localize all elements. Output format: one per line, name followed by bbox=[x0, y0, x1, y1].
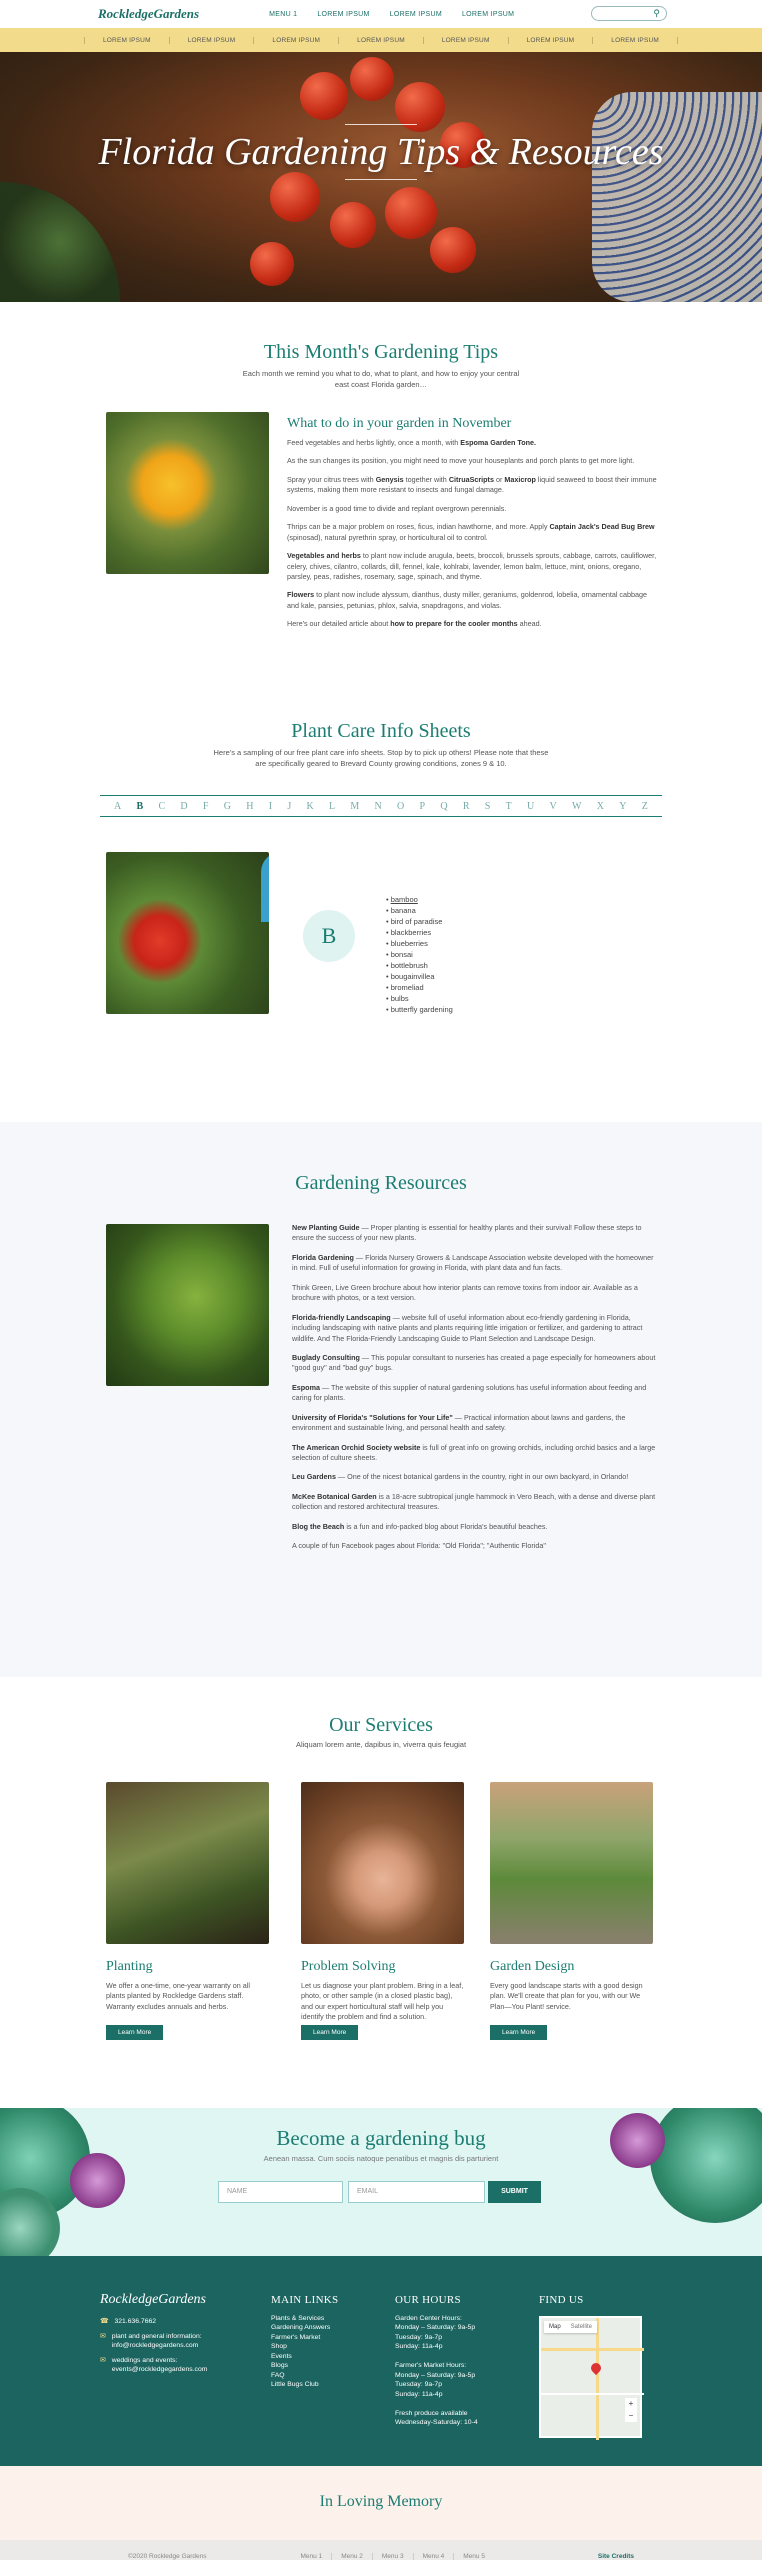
flower-photo bbox=[106, 412, 269, 574]
hours-list bbox=[395, 2314, 478, 2428]
section-subtitle bbox=[0, 369, 762, 391]
map-type-tabs bbox=[544, 2321, 597, 2333]
section-subtitle: Aliquam lorem ante, dapibus in, viverra quis feugiat bbox=[295, 1740, 467, 1749]
bottom-menu-item[interactable]: Menu 5 bbox=[463, 2552, 485, 2560]
letter-filter-c[interactable]: C bbox=[158, 800, 166, 812]
plant-sheet-item[interactable] bbox=[386, 960, 453, 971]
tip-text: Here's our detailed article about bbox=[287, 619, 391, 629]
hours-line: Farmer's Market Hours: bbox=[395, 2362, 467, 2369]
section-title: Plant Care Info Sheets bbox=[291, 720, 471, 742]
contact-label: weddings and events: bbox=[111, 2357, 178, 2364]
footer-logo[interactable]: RockledgeGardens bbox=[100, 2292, 206, 2307]
learn-more-button[interactable]: Learn More bbox=[301, 2025, 358, 2040]
tip-text: (spinosad), natural pyrethrin spray, or horticultural oil to control. bbox=[287, 532, 488, 542]
footer-link[interactable]: Blogs bbox=[271, 2362, 289, 2369]
letter-filter-o[interactable]: O bbox=[397, 800, 405, 812]
service-title: Planting bbox=[106, 1959, 153, 1974]
plant-sheet-item[interactable] bbox=[386, 905, 453, 916]
footer-link[interactable]: Gardening Answers bbox=[271, 2324, 331, 2331]
plant-sheet-item[interactable] bbox=[386, 982, 453, 993]
nav-item-menu-1[interactable]: MENU 1 bbox=[269, 10, 298, 18]
resource-item bbox=[292, 1541, 658, 1551]
resource-item bbox=[292, 1443, 658, 1464]
footer-link[interactable]: Farmer's Market bbox=[271, 2333, 321, 2341]
email-link[interactable]: info@rockledgegardens.com bbox=[111, 2342, 199, 2349]
hours-line: Sunday: 11a-4p bbox=[395, 2343, 443, 2350]
contact-info bbox=[100, 2317, 207, 2380]
hours-line: Tuesday: 9a-7p bbox=[395, 2333, 442, 2341]
resource-text: — website full of useful information about eco-friendly gardening in Florida, including landscaping with native plants and plants requiring little irrigation or fertilizer, and gardening to attract wildlife. And The Florida-Friendly Landscaping Guide to Plant Selection and Landscape Design. bbox=[292, 1312, 643, 1343]
garden-design-photo bbox=[490, 1782, 653, 1944]
planting-photo bbox=[106, 1782, 269, 1944]
letter-filter-m[interactable]: M bbox=[350, 800, 360, 812]
resource-link[interactable]: Florida Gardening bbox=[292, 1252, 354, 1262]
resource-item bbox=[292, 1253, 658, 1274]
tip-paragraph bbox=[287, 522, 657, 543]
hero-title: Florida Gardening Tips & Resources bbox=[98, 131, 664, 173]
subtitle-line: east coast Florida garden… bbox=[334, 379, 428, 389]
service-card-problem-solving bbox=[301, 1782, 464, 2040]
footer-link[interactable]: Little Bugs Club bbox=[271, 2381, 319, 2388]
resource-item bbox=[292, 1223, 658, 1244]
letter-filter-y[interactable]: Y bbox=[619, 800, 627, 812]
resource-text: — Practical information about lawns and gardens, the environment and sustainable living, and personal health and safety. bbox=[292, 1412, 626, 1433]
plant-sheet-link[interactable]: bromeliad bbox=[390, 983, 424, 992]
problem-solving-photo bbox=[301, 1782, 464, 1944]
plant-sheet-list bbox=[386, 894, 453, 1015]
tip-paragraph bbox=[287, 551, 657, 582]
plant-sheet-link[interactable]: butterfly gardening bbox=[390, 1005, 453, 1014]
section-title: This Month's Gardening Tips bbox=[263, 341, 499, 363]
letter-filter-a[interactable]: A bbox=[114, 800, 122, 812]
letter-filter-g[interactable]: G bbox=[223, 800, 231, 812]
hours-line: Tuesday: 9a-7p bbox=[395, 2381, 442, 2388]
tomato-image bbox=[350, 57, 394, 101]
hero-glove-decoration bbox=[592, 92, 762, 302]
contact-row bbox=[100, 2356, 207, 2374]
tip-text: Feed vegetables and herbs lightly, once a month, with bbox=[287, 438, 461, 447]
map-road bbox=[596, 2318, 599, 2440]
service-card-garden-design bbox=[490, 1782, 653, 2040]
plant-sheet-link[interactable]: blueberries bbox=[390, 939, 428, 948]
plant-sheet-link[interactable]: bulbs bbox=[390, 994, 409, 1003]
subnav-item[interactable]: LOREM IPSUM bbox=[84, 37, 170, 44]
learn-more-button[interactable]: Learn More bbox=[106, 2025, 163, 2040]
section-subtitle bbox=[0, 748, 762, 770]
footer-link[interactable]: Plants & Services bbox=[271, 2314, 325, 2322]
tip-text: ahead. bbox=[517, 619, 542, 629]
bottom-menu-item[interactable]: Menu 3 bbox=[373, 2553, 414, 2560]
hours-line: Garden Center Hours: bbox=[395, 2314, 462, 2322]
submit-button[interactable]: SUBMIT bbox=[488, 2181, 541, 2203]
resource-item bbox=[292, 1383, 658, 1404]
plant-sheet-link[interactable]: bird of paradise bbox=[390, 917, 443, 926]
plant-sheet-item[interactable] bbox=[386, 971, 453, 982]
tip-paragraph bbox=[287, 590, 657, 611]
gardening-resources-section bbox=[0, 1122, 762, 1677]
active-letter-badge: B bbox=[303, 910, 355, 962]
tip-text: to plant now include arugula, beets, broccoli, brussels sprouts, cabbage, carrots, cauliflower, celery, chives, cilantro, collards, dill, fennel, kale, kohlrabi, lavender, lemon balm, lettuce, mint, onions, oregano, parsley, peas, radishes, rosemary, sage, spinach, and thyme. bbox=[287, 551, 657, 581]
resource-link[interactable]: Buglady Consulting bbox=[292, 1352, 360, 1362]
letter-filter-l[interactable]: L bbox=[328, 800, 336, 812]
letter-filter-h[interactable]: H bbox=[246, 800, 254, 812]
resource-text: — One of the nicest botanical gardens in the country, right in our own backyard, in Orlando! bbox=[335, 1472, 629, 1482]
top-header bbox=[0, 0, 762, 28]
plant-sheet-link[interactable]: bottlebrush bbox=[390, 961, 428, 970]
find-us-column bbox=[539, 2296, 584, 2314]
newsletter-title: Become a gardening bug bbox=[276, 2126, 486, 2150]
tip-text: Thrips can be a major problem on roses, ficus, indian hawthorne, and more. Apply bbox=[287, 522, 550, 532]
hours-line bbox=[395, 2399, 478, 2409]
letter-filter-s[interactable]: S bbox=[484, 800, 491, 812]
resource-text: — This popular consultant to nurseries has created a page especially for homeowners about "good guy" and "bad guy" bugs. bbox=[292, 1352, 656, 1373]
resource-item bbox=[292, 1353, 658, 1374]
product-link[interactable]: Espoma Garden Tone. bbox=[460, 438, 537, 447]
tomato-image bbox=[270, 172, 320, 222]
subtitle-line: Here's a sampling of our free plant care info sheets. Stop by to pick up others! Please note that these bbox=[213, 748, 549, 757]
nav-item[interactable]: LOREM IPSUM bbox=[389, 10, 442, 18]
service-title: Garden Design bbox=[490, 1959, 575, 1974]
resource-item bbox=[292, 1472, 658, 1482]
location-map[interactable] bbox=[539, 2316, 642, 2438]
alphabet-filter bbox=[100, 795, 662, 817]
plants-photo bbox=[106, 1224, 269, 1386]
mail-icon: ✉ bbox=[100, 2333, 106, 2340]
tip-text: together with bbox=[403, 474, 449, 484]
tip-paragraph bbox=[287, 619, 657, 629]
subnav-item[interactable]: LOREM IPSUM bbox=[424, 37, 509, 44]
resource-item bbox=[292, 1283, 658, 1304]
letter-filter-q[interactable]: Q bbox=[440, 800, 448, 812]
section-title: Gardening Resources bbox=[295, 1172, 467, 1194]
letter-filter-z[interactable]: Z bbox=[641, 800, 648, 812]
main-links-list bbox=[271, 2314, 338, 2390]
tip-paragraph: November is a good time to divide and replant overgrown perennials. bbox=[287, 503, 507, 513]
plant-sheet-link[interactable]: blackberries bbox=[390, 928, 432, 937]
email-field[interactable]: EMAIL bbox=[348, 2181, 485, 2203]
map-tab[interactable]: Map bbox=[549, 2324, 561, 2330]
resource-link[interactable]: New Planting Guide bbox=[292, 1223, 360, 1232]
plant-sheet-item[interactable] bbox=[386, 916, 453, 927]
resource-text: — Florida Nursery Growers & Landscape Association website developed with the homeowner in mind. Full of useful information for growing in Florida, with plant data and fun facts. bbox=[292, 1252, 654, 1273]
map-pin-icon[interactable] bbox=[589, 2361, 603, 2375]
resource-text: Think Green, Live Green brochure about how interior plants can remove toxins from indoor air. Available as a brochure with photos, or a text version. bbox=[292, 1282, 638, 1303]
letter-filter-t[interactable]: T bbox=[505, 800, 512, 812]
phone-icon: ☎ bbox=[100, 2318, 109, 2325]
footer-link[interactable]: Shop bbox=[271, 2343, 287, 2350]
name-field[interactable]: NAME bbox=[218, 2181, 343, 2203]
resource-link[interactable]: McKee Botanical Garden bbox=[292, 1491, 377, 1501]
tip-emphasis: Vegetables and herbs bbox=[287, 551, 361, 561]
hours-line: Fresh produce available bbox=[395, 2409, 468, 2417]
tomato-image bbox=[300, 72, 348, 120]
plant-sheet-link[interactable]: banana bbox=[390, 906, 416, 915]
memorial-title: In Loving Memory bbox=[319, 2493, 443, 2510]
tomato-image bbox=[385, 187, 437, 239]
hero-leaf-decoration bbox=[0, 182, 120, 302]
letter-filter-p[interactable]: P bbox=[419, 800, 426, 812]
product-link[interactable]: Maxicrop bbox=[504, 474, 536, 484]
plant-sheet-link[interactable]: bonsai bbox=[390, 950, 413, 959]
tomato-image bbox=[430, 227, 476, 273]
newsletter-section bbox=[0, 2108, 762, 2256]
main-links-column bbox=[271, 2296, 338, 2390]
resource-link[interactable]: Blog the Beach bbox=[292, 1521, 345, 1531]
resource-link[interactable]: The American Orchid Society website bbox=[292, 1442, 421, 1452]
tips-heading: What to do in your garden in November bbox=[287, 416, 512, 431]
resource-text: is a fun and info-packed blog about Florida's beautiful beaches. bbox=[344, 1521, 548, 1531]
tip-emphasis: Flowers bbox=[287, 590, 315, 600]
subnav-item[interactable]: LOREM IPSUM bbox=[170, 37, 255, 44]
resource-text: is a 18-acre subtropical jungle hammock in Vero Beach, with a dense and diverse plant collection and restored architectural treasures. bbox=[292, 1491, 656, 1512]
resource-link[interactable]: Florida-friendly Landscaping bbox=[292, 1312, 391, 1322]
bottom-menu bbox=[292, 2553, 494, 2560]
email-link[interactable]: events@rockledgegardens.com bbox=[111, 2366, 208, 2373]
resource-item bbox=[292, 1492, 658, 1513]
letter-filter-k[interactable]: K bbox=[306, 800, 314, 812]
sub-nav bbox=[0, 28, 762, 52]
services-section bbox=[0, 1677, 762, 2108]
letter-filter-i[interactable]: I bbox=[268, 800, 273, 812]
contact-label: plant and general information: bbox=[111, 2333, 202, 2340]
hero-divider bbox=[345, 124, 417, 125]
hibiscus-photo bbox=[106, 852, 269, 1014]
subtitle-line: Each month we remind you what to do, what to plant, and how to enjoy your central bbox=[242, 369, 520, 378]
tip-paragraph bbox=[287, 475, 657, 496]
letter-filter-r[interactable]: R bbox=[462, 800, 470, 812]
plant-sheet-link[interactable]: bamboo bbox=[390, 895, 418, 904]
service-text: We offer a one-time, one-year warranty on all plants planted by Rockledge Gardens staff. Warranty excludes annuals and herbs. bbox=[106, 1981, 250, 2011]
letter-filter-w[interactable]: W bbox=[572, 800, 582, 812]
monthly-tips-section bbox=[0, 302, 762, 682]
product-link[interactable]: Captain Jack's Dead Bug Brew bbox=[549, 522, 655, 532]
resource-text: — The website of this supplier of natural gardening solutions has useful information about feeding and caring for plants. bbox=[292, 1382, 647, 1403]
letter-filter-u[interactable]: U bbox=[527, 800, 535, 812]
resource-text: — Proper planting is essential for healthy plants and their survival! Follow these steps to ensure the success of your new plants. bbox=[292, 1223, 642, 1243]
product-link[interactable]: CitruaScripts bbox=[448, 474, 494, 484]
search-input[interactable] bbox=[591, 6, 667, 21]
letter-filter-x[interactable]: X bbox=[596, 800, 604, 812]
letter-filter-f[interactable]: F bbox=[202, 800, 209, 812]
site-logo[interactable]: RockledgeGardens bbox=[98, 6, 200, 21]
letter-filter-n[interactable]: N bbox=[374, 800, 382, 812]
contact-text bbox=[112, 2332, 202, 2350]
bottom-bar bbox=[0, 2540, 762, 2560]
plant-care-section bbox=[0, 682, 762, 1122]
subnav-item[interactable]: LOREM IPSUM bbox=[593, 37, 678, 44]
subnav-item[interactable]: LOREM IPSUM bbox=[254, 37, 339, 44]
footer-link[interactable]: Events bbox=[271, 2352, 292, 2360]
resources-list bbox=[292, 1223, 658, 1561]
tip-paragraph: As the sun changes its position, you might need to move your houseplants and porch plants to get more light. bbox=[287, 456, 635, 466]
map-road bbox=[541, 2348, 644, 2351]
contact-text bbox=[112, 2356, 208, 2374]
tip-text: to plant now include alyssum, dianthus, dusty miller, geraniums, goldenrod, lobelia, ornamental cabbage and kale, pansies, petunias, phlox, salvia, snapdragons, and violas. bbox=[287, 590, 647, 610]
satellite-tab[interactable]: Satellite bbox=[570, 2324, 593, 2330]
subnav-item[interactable]: LOREM IPSUM bbox=[339, 37, 424, 44]
tip-text: liquid seaweed to boost their immune systems, making them more resistant to insects and fungal damage. bbox=[287, 474, 657, 495]
search-icon[interactable]: ⚲ bbox=[653, 8, 660, 18]
hours-line: Monday – Saturday: 9a-5p bbox=[395, 2324, 476, 2331]
subnav-item[interactable]: LOREM IPSUM bbox=[509, 37, 594, 44]
plant-sheet-item[interactable] bbox=[386, 938, 453, 949]
resource-item bbox=[292, 1413, 658, 1434]
map-road bbox=[541, 2393, 644, 2395]
newsletter-subtitle: Aenean massa. Cum sociis natoque penatibus et magnis dis parturient bbox=[263, 2154, 499, 2163]
gardener-shirt bbox=[261, 852, 269, 922]
bottom-menu-item[interactable]: Menu 1 bbox=[292, 2553, 333, 2560]
copyright: ©2020 Rockledge Gardens bbox=[128, 2552, 207, 2560]
hours-line: Wednesday-Saturday: 10-4 bbox=[395, 2419, 478, 2426]
plant-sheet-link[interactable]: bougainvillea bbox=[390, 972, 435, 981]
hours-line: Sunday: 11a-4p bbox=[395, 2390, 443, 2398]
zoom-control[interactable]: + − bbox=[625, 2398, 637, 2422]
main-nav bbox=[269, 11, 514, 18]
section-title: Our Services bbox=[329, 1714, 433, 1736]
footer-link[interactable]: FAQ bbox=[271, 2371, 285, 2379]
letter-filter-j[interactable]: J bbox=[287, 800, 292, 812]
resource-text: is full of great info on growing orchids, including orchid basics and a large selection of culture sheets. bbox=[292, 1442, 656, 1462]
column-title: FIND US bbox=[539, 2294, 584, 2306]
article-link[interactable]: how to prepare for the cooler months bbox=[390, 619, 518, 629]
contact-row bbox=[100, 2317, 207, 2326]
plant-sheet-item[interactable] bbox=[386, 993, 453, 1004]
bottom-menu-item[interactable]: Menu 4 bbox=[414, 2553, 455, 2560]
plant-sheet-item[interactable] bbox=[386, 894, 453, 905]
hours-line bbox=[395, 2352, 478, 2362]
tomato-image bbox=[250, 242, 294, 286]
bottom-menu-item[interactable]: Menu 2 bbox=[332, 2553, 373, 2560]
service-text: Every good landscape starts with a good design plan. We'll create that plan for you, with our We Plan—You Plant! service. bbox=[490, 1981, 643, 2011]
tip-paragraph bbox=[287, 438, 657, 448]
resource-link[interactable]: Leu Gardens bbox=[292, 1472, 336, 1482]
resource-link[interactable]: University of Florida's "Solutions for Your Life" bbox=[292, 1412, 453, 1422]
memorial-section bbox=[0, 2466, 762, 2560]
tip-text: or bbox=[493, 474, 505, 484]
site-footer bbox=[0, 2256, 762, 2466]
nav-item[interactable]: LOREM IPSUM bbox=[317, 10, 370, 18]
plant-sheet-item[interactable] bbox=[386, 1004, 453, 1015]
hours-line: Monday – Saturday: 9a-5p bbox=[395, 2371, 476, 2379]
site-credits-link[interactable]: Site Credits bbox=[597, 2552, 634, 2560]
learn-more-button[interactable]: Learn More bbox=[490, 2025, 547, 2040]
phone-link[interactable]: 321.636.7662 bbox=[114, 2318, 157, 2325]
hero-banner bbox=[0, 52, 762, 302]
letter-filter-d[interactable]: D bbox=[180, 800, 188, 812]
contact-row bbox=[100, 2332, 207, 2350]
service-title: Problem Solving bbox=[301, 1959, 396, 1974]
resource-item bbox=[292, 1522, 658, 1532]
nav-item[interactable]: LOREM IPSUM bbox=[461, 10, 515, 18]
tips-body bbox=[287, 438, 657, 638]
column-title: MAIN LINKS bbox=[271, 2294, 339, 2306]
mail-icon: ✉ bbox=[100, 2357, 106, 2364]
tip-text: Spray your citrus trees with bbox=[287, 474, 376, 484]
letter-filter-v[interactable]: V bbox=[549, 800, 557, 812]
plant-sheet-item[interactable] bbox=[386, 927, 453, 938]
column-title: OUR HOURS bbox=[395, 2294, 461, 2306]
service-text: Let us diagnose your plant problem. Bring in a leaf, photo, or other sample (in a closed plastic bag), and our expert horticultural staff will help you identify the problem and find a solution. bbox=[301, 1981, 464, 2022]
letter-filter-b[interactable]: B bbox=[136, 800, 144, 812]
resource-item bbox=[292, 1313, 658, 1344]
plant-sheet-item[interactable] bbox=[386, 949, 453, 960]
product-link[interactable]: Genysis bbox=[375, 474, 404, 484]
resource-text: A couple of fun Facebook pages about Florida: "Old Florida"; "Authentic Florida" bbox=[292, 1541, 546, 1551]
hours-column bbox=[395, 2296, 478, 2428]
subtitle-line: are specifically geared to Brevard County growing conditions, zones 9 & 10. bbox=[255, 758, 507, 768]
hero-divider bbox=[345, 179, 417, 180]
service-card-planting bbox=[106, 1782, 269, 2040]
tomato-image bbox=[330, 202, 376, 248]
resource-link[interactable]: Espoma bbox=[292, 1382, 320, 1392]
